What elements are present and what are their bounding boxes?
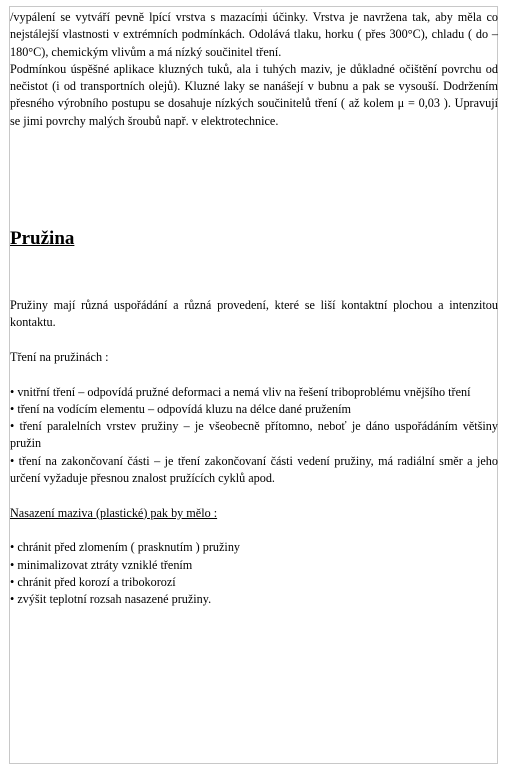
friction-heading: Tření na pružinách : xyxy=(10,349,109,364)
friction-item: • tření paralelních vrstev pružiny – je všeobecně přítomno, neboť je dáno uspořádáním většiny pružin xyxy=(10,419,498,451)
section-intro: Pružiny mají různá uspořádání a různá provedení, které se liší kontaktní plochou a intenzitou kontaktu. xyxy=(10,298,498,330)
lubricant-heading-text: Nasazení maziva (plastické) pak by mělo : xyxy=(10,505,218,520)
lubricant-item: • chránit před korozí a tribokorozí xyxy=(10,574,176,589)
friction-item: • tření na zakončovaní části – je tření zakončovaní části vedení pružiny, má radiální směr a jeho určení vyžaduje přesnou znalost pružících cyklů apod. xyxy=(10,453,498,486)
document-body xyxy=(10,9,498,608)
friction-item: • vnitřní tření – odpovídá pružné deformaci a nemá vliv na řešení triboproblému vnějšího tření xyxy=(10,384,471,399)
intro-paragraph-2: Podmínkou úspěšné aplikace kluzných tuků, ala i tuhých maziv, je důkladné očištění povrchu od nečistot (i od transportních olejů). Kluzné laky se nanášejí v bubnu a pak se vysouší. Dodržením přesného výrobního postupu se dosahuje nízkých součinitelů tření ( až kolem μ = 0,03 ). Upravují se jimi povrchy malých šroubů např. v elektrotechnice. xyxy=(10,61,498,128)
lubricant-item: • minimalizovat ztráty vzniklé třením xyxy=(10,557,193,572)
lubricant-item: • zvýšit teplotní rozsah nasazené pružiny. xyxy=(10,592,212,607)
lubricant-item: • chránit před zlomením ( prasknutím ) pružiny xyxy=(10,540,241,555)
intro-paragraph-1: /vypálení se vytváří pevně lpící vrstva s mazacími účinky. Vrstva je navržena tak, aby měla co nejstálejší vlastnosti v extrémních podmínkách. Odolává tlaku, horku ( přes 300°C), chladu ( do – 180°C), chemickým vlivům a má nízký součinitel tření. xyxy=(10,10,498,59)
friction-item: • tření na vodícím elementu – odpovídá kluzu na délce dané pružením xyxy=(10,401,352,416)
section-title: Pružina xyxy=(10,228,75,250)
lubricant-heading xyxy=(10,505,498,522)
